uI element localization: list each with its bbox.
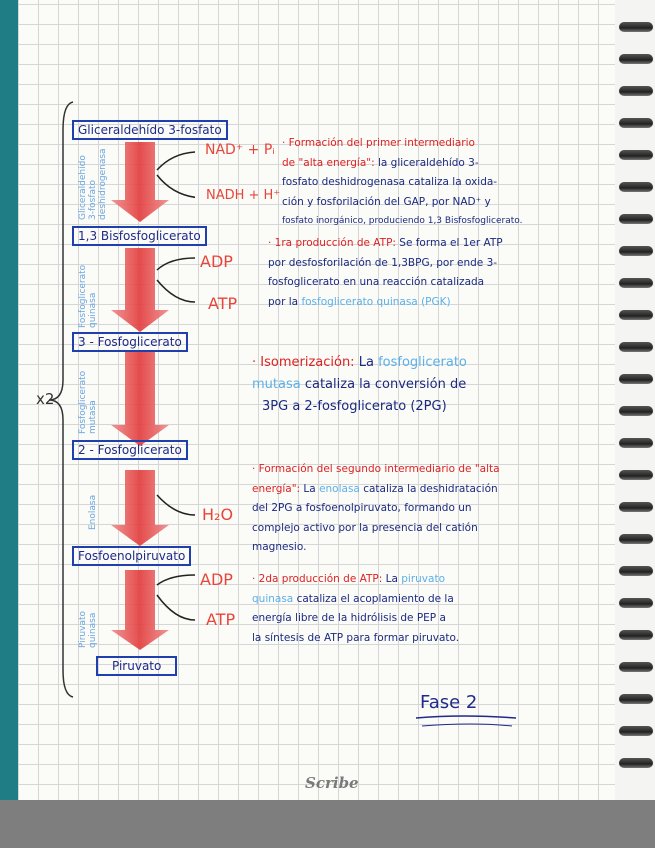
- scribe-watermark: Scribe: [305, 774, 359, 792]
- note-4-line-1c: cataliza la deshidratación: [359, 482, 498, 495]
- spiral-coil: [619, 310, 653, 320]
- note-2-enzyme: fosfoglicerato quinasa (PGK): [301, 295, 451, 308]
- spiral-coil: [619, 726, 653, 736]
- note-second-atp: [252, 570, 597, 648]
- note-5-line-4: la síntesis de ATP para formar piruvato.: [252, 631, 460, 644]
- spiral-coil: [619, 214, 653, 224]
- spiral-coil: [619, 406, 653, 416]
- note-5-enzyme-a: piruvato: [401, 573, 445, 585]
- compound-pep: Fosfoenolpiruvato: [72, 546, 191, 566]
- flow-arrows: [95, 130, 195, 670]
- note-5-header: · 2da producción de ATP:: [252, 573, 383, 585]
- note-1-line-4: fosfato inorgánico, produciendo 1,3 Bisfosfoglicerato.: [282, 216, 523, 226]
- note-2-line-2: por desfosforilación de 1,3BPG, por ende 3-: [268, 256, 498, 269]
- spiral-coil: [619, 758, 653, 768]
- spiral-coil: [619, 278, 653, 288]
- spiral-coil: [619, 118, 653, 128]
- note-isomerization: [252, 352, 592, 418]
- spiral-coil: [619, 534, 653, 544]
- note-second-intermediate: [252, 460, 597, 558]
- spiral-coil: [619, 470, 653, 480]
- spiral-coil: [619, 182, 653, 192]
- note-3-header: · Isomerización:: [252, 355, 355, 370]
- note-1-header: · Formación del primer intermediario: [282, 137, 475, 149]
- enzyme-side-enolase: Enolasa: [88, 494, 98, 530]
- cofactor-adp-2: ADP: [200, 570, 233, 589]
- phase-underline: [412, 712, 522, 736]
- cofactor-atp-1: ATP: [208, 294, 238, 313]
- compound-13bpg: 1,3 Bisfosfoglicerato: [72, 226, 207, 246]
- note-1-line-3: ción y fosforilación del GAP, por NAD⁺ y: [282, 195, 491, 208]
- note-first-atp: [268, 234, 598, 312]
- notebook-cover-edge: [0, 0, 18, 800]
- compound-2pg: 2 - Fosfoglicerato: [72, 440, 188, 460]
- compound-3pg: 3 - Fosfoglicerato: [72, 332, 188, 352]
- spiral-coil: [619, 150, 653, 160]
- cofactor-atp-2: ATP: [206, 610, 236, 629]
- note-4-enzyme: enolasa: [319, 482, 360, 495]
- spiral-coil: [619, 502, 653, 512]
- note-3-line-1: La: [354, 355, 379, 370]
- cofactor-h2o: H₂O: [202, 505, 234, 524]
- note-first-intermediate: [282, 134, 592, 232]
- note-5-enzyme-b: quinasa: [252, 592, 294, 605]
- spiral-coil: [619, 598, 653, 608]
- enzyme-side-gapdh: Gliceraldehído 3-fosfato deshidrogenasa: [78, 148, 108, 220]
- note-3-enzyme-b: mutasa: [252, 377, 301, 392]
- note-1-enzyme: fosfato deshidrogenasa: [282, 176, 406, 188]
- cofactor-adp-1: ADP: [200, 252, 233, 271]
- note-5-line-3: energía libre de la hidrólisis de PEP a: [252, 612, 446, 624]
- page-bottom-shadow: [0, 800, 655, 848]
- note-4-line-1a: La: [300, 482, 320, 495]
- note-5-line-1: La: [382, 573, 402, 585]
- spiral-coil: [619, 630, 653, 640]
- spiral-binding: [615, 0, 655, 800]
- spiral-coil: [619, 22, 653, 32]
- compound-pyruvate: Piruvato: [96, 656, 177, 676]
- multiplier-label: x2: [36, 390, 55, 408]
- note-2-header: · 1ra producción de ATP:: [268, 237, 396, 249]
- note-1-line-1: la gliceraldehído 3-: [374, 156, 479, 169]
- compound-gap: Gliceraldehído 3-fosfato: [72, 120, 228, 140]
- spiral-coil: [619, 566, 653, 576]
- note-3-line-2: cataliza la conversión de: [300, 377, 467, 392]
- enzyme-side-pgk: Fosfoglicerato quinasa: [78, 264, 98, 328]
- cofactor-nadh-out: NADH + H⁺: [206, 188, 281, 203]
- spiral-coil: [619, 438, 653, 448]
- spiral-coil: [619, 246, 653, 256]
- enzyme-side-pgm: Fosfoglicerato mutasa: [78, 370, 98, 434]
- note-2-line-1: Se forma el 1er ATP: [395, 237, 503, 249]
- note-4-line-4: magnesio.: [252, 541, 307, 553]
- note-1-line-2: cataliza la oxida-: [405, 176, 498, 188]
- note-4-header: · Formación del segundo intermediario de "alta: [252, 463, 500, 475]
- spiral-coil: [619, 694, 653, 704]
- spiral-coil: [619, 342, 653, 352]
- spiral-coil: [619, 86, 653, 96]
- note-2-line-4: por la: [268, 295, 302, 308]
- note-3-line-3: 3PG a 2-fosfoglicerato (2PG): [262, 399, 447, 414]
- note-2-line-3: fosfoglicerato en una reacción catalizada: [268, 276, 485, 288]
- note-4-line-3: complejo activo por la presencia del catión: [252, 521, 478, 534]
- spiral-coil: [619, 662, 653, 672]
- phase-label: Fase 2: [420, 692, 478, 713]
- spiral-coil: [619, 374, 653, 384]
- enzyme-side-pk: Piruvato quinasa: [78, 610, 98, 648]
- spiral-coil: [619, 54, 653, 64]
- note-3-enzyme-a: fosfoglicerato: [378, 355, 467, 370]
- note-4-line-2: del 2PG a fosfoenolpiruvato, formando un: [252, 502, 472, 514]
- note-4-header-2: energía":: [252, 482, 301, 495]
- cofactor-nad-in: NAD⁺ + Pᵢ: [205, 142, 275, 158]
- note-5-line-2: cataliza el acoplamiento de la: [293, 592, 454, 605]
- note-1-header-2: de "alta energía":: [282, 156, 375, 169]
